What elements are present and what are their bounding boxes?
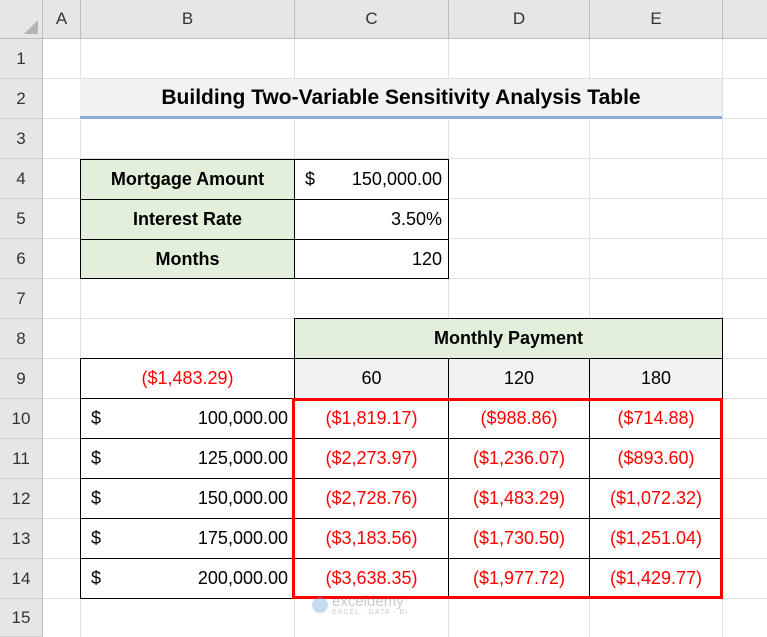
currency-symbol: $ [91, 568, 102, 588]
watermark-logo [312, 590, 462, 620]
payment-cell[interactable]: ($988.86) [448, 398, 590, 439]
row-header-3[interactable]: 3 [0, 119, 43, 159]
loan-amount-cell[interactable] [80, 438, 295, 479]
row-header-6[interactable]: 6 [0, 239, 43, 279]
column-header-e[interactable]: E [590, 0, 723, 39]
currency-symbol: $ [305, 169, 316, 189]
payment-cell[interactable]: ($1,251.04) [589, 518, 723, 559]
payment-cell[interactable]: ($1,483.29) [448, 478, 590, 519]
loan-amount-cell[interactable] [80, 518, 295, 559]
row-header-11[interactable]: 11 [0, 439, 43, 479]
loan-amount-value: 125,000.00 [197, 448, 288, 468]
payment-cell[interactable]: ($3,638.35) [294, 558, 449, 599]
payment-cell[interactable]: ($1,072.32) [589, 478, 723, 519]
monthly-payment-header[interactable]: Monthly Payment [294, 318, 723, 359]
interest-rate-value[interactable]: 3.50% [294, 199, 449, 240]
column-header-d[interactable]: D [449, 0, 590, 39]
row-header-2[interactable]: 2 [0, 79, 43, 119]
watermark-tagline: EXCEL · DATA · BI [332, 608, 408, 616]
loan-amount-value: 200,000.00 [197, 568, 288, 588]
loan-amount-value: 100,000.00 [197, 408, 288, 428]
row-header-15[interactable]: 15 [0, 599, 43, 637]
column-header-f[interactable] [723, 0, 767, 39]
mortgage-amount-label[interactable]: Mortgage Amount [80, 159, 295, 200]
loan-amount-value: 150,000.00 [197, 488, 288, 508]
payment-cell[interactable]: ($1,429.77) [589, 558, 723, 599]
interest-rate-label[interactable]: Interest Rate [80, 199, 295, 240]
highlight-box [292, 398, 723, 599]
currency-symbol: $ [91, 528, 102, 548]
payment-cell[interactable]: ($714.88) [589, 398, 723, 439]
row-header-10[interactable]: 10 [0, 399, 43, 439]
row-header-5[interactable]: 5 [0, 199, 43, 239]
row-header-1[interactable]: 1 [0, 39, 43, 79]
formula-reference-cell[interactable]: ($1,483.29) [80, 358, 295, 399]
sheet-title[interactable]: Building Two-Variable Sensitivity Analysis Table [80, 79, 722, 119]
loan-amount-cell[interactable] [80, 478, 295, 519]
row-header-14[interactable]: 14 [0, 559, 43, 599]
months-header-120[interactable]: 120 [448, 358, 590, 399]
column-header-a[interactable]: A [43, 0, 81, 39]
column-header-b[interactable]: B [81, 0, 295, 39]
payment-cell[interactable]: ($1,730.50) [448, 518, 590, 559]
currency-symbol: $ [91, 408, 102, 428]
row-header-8[interactable]: 8 [0, 319, 43, 359]
row-header-7[interactable]: 7 [0, 279, 43, 319]
months-label[interactable]: Months [80, 239, 295, 279]
months-header-180[interactable]: 180 [589, 358, 723, 399]
payment-cell[interactable]: ($3,183.56) [294, 518, 449, 559]
months-header-60[interactable]: 60 [294, 358, 449, 399]
payment-cell[interactable]: ($1,977.72) [448, 558, 590, 599]
loan-amount-cell[interactable] [80, 398, 295, 439]
select-all-triangle-icon [24, 20, 38, 34]
loan-amount-value: 175,000.00 [197, 528, 288, 548]
row-header-4[interactable]: 4 [0, 159, 43, 199]
payment-cell[interactable]: ($2,273.97) [294, 438, 449, 479]
column-header-c[interactable]: C [295, 0, 449, 39]
payment-cell[interactable]: ($2,728.76) [294, 478, 449, 519]
row-header-12[interactable]: 12 [0, 479, 43, 519]
payment-cell[interactable]: ($893.60) [589, 438, 723, 479]
row-header-9[interactable]: 9 [0, 359, 43, 399]
exceldemy-logo-icon [312, 597, 328, 613]
currency-symbol: $ [91, 488, 102, 508]
payment-cell[interactable]: ($1,819.17) [294, 398, 449, 439]
loan-amount-cell[interactable] [80, 558, 295, 599]
months-value[interactable]: 120 [294, 239, 449, 279]
currency-symbol: $ [91, 448, 102, 468]
mortgage-amount-cell[interactable] [294, 159, 449, 200]
payment-cell[interactable]: ($1,236.07) [448, 438, 590, 479]
row-header-13[interactable]: 13 [0, 519, 43, 559]
watermark-name: exceldemy [332, 592, 404, 610]
mortgage-amount-value: 150,000.00 [351, 169, 442, 189]
select-all-button[interactable] [0, 0, 43, 39]
watermark-text [332, 592, 408, 616]
